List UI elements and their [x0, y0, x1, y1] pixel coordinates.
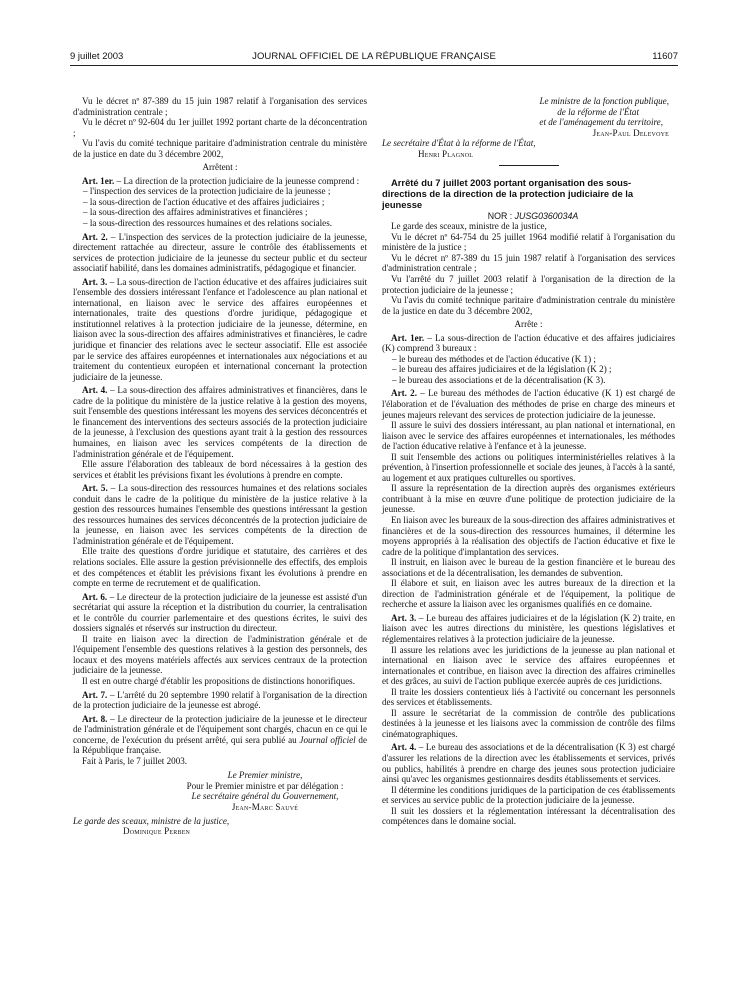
- left-art-3-text: – La sous-direction de l'action éducative et des affaires judiciaires suit l'ensemble des dossiers intéressant l'enfance et l'adolescence au plan national et international, en liaison avec le service des affaires européennes et internationales, traite des questions d'ordre juridique, pédagogique et institutionnel relatives à la protection judiciaire de la jeunesse, détermine, en liaison avec la sous-direction des affaires administratives et financières, le cadre juridique et financier des relations avec le secteur associatif. Elle est associée par le service des affaires européennes et internationales aux négociations et au traitement du contentieux européen et international concernant la protection judiciaire de la jeunesse.: [73, 276, 367, 382]
- list-item: – le bureau des méthodes et de l'action éducative (K 1) ;: [392, 354, 675, 365]
- sig-secretaire-etat-name: Henri Plagnol: [418, 148, 474, 159]
- right-art-3-text: – Le bureau des affaires judiciaires et de la législation (K 2) traite, en liaison avec les autres directions du ministère, les questions législatives et réglementaires relatives à la protection judiciaire de la jeunesse.: [382, 612, 675, 644]
- nor-line: [382, 211, 675, 222]
- left-art-6-head: Art. 6.: [82, 591, 108, 602]
- left-art-6-p2: Il traite en liaison avec la direction de l'administration générale et de l'équipement l'ensemble des questions relatives à la gestion des personnels, des locaux et des moyens matériels affectés aux services centraux de la protection judiciaire de la jeunesse.: [73, 633, 367, 676]
- sig-ministre-name: Jean-Paul Delevoye: [592, 127, 669, 138]
- sig-premier-ministre: Le Premier ministre,: [227, 770, 303, 781]
- left-art-2-head: Art. 2.: [82, 231, 108, 242]
- right-vu-3: Vu l'arrêté du 7 juillet 2003 relatif à l'organisation de la direction de la protection judiciaire de la jeunesse ;: [382, 273, 675, 295]
- arrete-title: Arrêté du 7 juillet 2003 portant organisation des sous-directions de la direction de la protection judiciaire de la jeunesse: [382, 177, 634, 210]
- right-art-3: [382, 613, 675, 645]
- left-art-6-text: – Le directeur de la protection judiciaire de la jeunesse est assisté d'un secrétariat qui assure la réception et la distribution du courrier, la centralisation et le contrôle du courrier parlementaire et des questions écrites, le suivi des dossiers signalés et réservés sur instruction du directeur.: [73, 591, 367, 634]
- right-art-2-p5: En liaison avec les bureaux de la sous-direction des affaires administratives et financières et de la sous-direction des ressources humaines, il détermine les moyens appropriés à la réalisation des objectifs de l'action éducative et fixe le cadre de la politique d'implantation des services.: [382, 514, 675, 557]
- left-art-5-head: Art. 5.: [82, 483, 108, 494]
- sig-garde-des-sceaux-name: Dominique Perben: [123, 826, 191, 837]
- right-art-1-list: [382, 354, 675, 386]
- list-item: – la sous-direction de l'action éducative et des affaires judiciaires ;: [83, 197, 367, 208]
- right-art-4-head: Art. 4.: [391, 742, 417, 753]
- right-art-2: [382, 388, 675, 420]
- list-item: – la sous-direction des affaires administratives et financières ;: [83, 207, 367, 218]
- left-art-4-head: Art. 4.: [82, 385, 108, 396]
- sig-secretaire-general: Le secrétaire général du Gouvernement,: [191, 791, 339, 802]
- left-art-1-list: [73, 186, 367, 228]
- sig-ministre-fonction-publique: Le ministre de la fonction publique,: [539, 96, 669, 106]
- right-column: [382, 96, 675, 827]
- left-art-5-p2: Elle traite des questions d'ordre juridique et statutaire, des carrières et des relations sociales. Elle assure la gestion prévisionnelle des effectifs, des emplois et des compétences et établit les prévisions fixant les évolutions à prendre en compte en terme de recrutement et de qualification.: [73, 546, 367, 589]
- right-art-2-p7: Il élabore et suit, en liaison avec les autres bureaux de la direction et la direction de l'administration générale et de l'équipement, la politique de recherche et assure la liaison avec les organismes qualifiés en ce domaine.: [382, 578, 675, 610]
- left-arrete: Arrêtent :: [202, 162, 238, 173]
- left-art-7: [73, 690, 367, 711]
- right-art-4-text: – Le bureau des associations et de la décentralisation (K 3) est chargé d'assurer les relations de la direction avec les établissements et services, privés ou publics, habilités à prendre en charge des jeunes sous protection judiciaire ainsi qu'avec les organismes gestionnaires desdits établissements et services.: [382, 742, 675, 785]
- left-vu-3: Vu l'avis du comité technique paritaire d'administration centrale du ministère de la justice en date du 3 décembre 2002,: [73, 138, 367, 159]
- left-signatures: [73, 770, 367, 836]
- right-art-4: [382, 742, 675, 784]
- right-art-2-p6: Il instruit, en liaison avec le bureau de la gestion financière et le bureau des associations et de la décentralisation, les demandes de subvention.: [382, 557, 675, 578]
- right-arrete: Arrête :: [514, 319, 543, 330]
- left-art-3-head: Art. 3.: [82, 276, 108, 287]
- left-art-4-p2: Elle assure l'élaboration des tableaux de bord nécessaires à la gestion des services et établit les prévisions fixant les évolutions à prendre en compte.: [73, 459, 367, 480]
- right-art-2-p3: Il suit l'ensemble des actions ou politiques interministérielles relatives à la prévention, à l'insertion professionnelle et sociale des jeunes, à l'accès à la santé, au logement et aux pratiques culturelles ou sportives.: [382, 451, 675, 483]
- right-art-3-p3: Il traite les dossiers contentieux liés à l'activité ou concernant les personnels des services et établissements.: [382, 686, 675, 708]
- right-art-4-p2: Il détermine les conditions juridiques de la participation de ces établissements et services au service public de la protection judiciaire de la jeunesse.: [382, 784, 675, 806]
- left-art-8-jo: Journal officiel: [299, 734, 356, 745]
- left-art-2: [73, 232, 367, 274]
- left-art-5-text: – La sous-direction des ressources humaines et des relations sociales conduit dans le cadre de la politique du ministère de la justice relative à la gestion des ressources humaines l'ensemble des questions intéressant la gestion des ressources humaines des services déconcentrés de la protection judiciaire de la jeunesse, en liaison avec les services compétents de la direction de l'administration générale et de l'équipement.: [73, 483, 368, 546]
- right-art-4-p3: Il suit les dossiers et la réglementation intéressant la décentralisation des compétences dans le domaine social.: [382, 805, 675, 827]
- left-vu-2: Vu le décret nº 92-604 du 1er juillet 1992 portant charte de la déconcentration ;: [73, 117, 367, 138]
- right-art-2-head: Art. 2.: [391, 388, 417, 399]
- left-art-6: [73, 592, 367, 634]
- section-divider: [499, 165, 559, 166]
- right-art-1-text: – La sous-direction de l'action éducative et des affaires judiciaires (K) comprend 3 bureaux :: [382, 332, 675, 354]
- right-art-1: [382, 333, 675, 354]
- left-art-1: [73, 176, 367, 187]
- sig-ministre-line-2: de la réforme de l'État: [557, 106, 639, 117]
- right-vu-1: Vu le décret nº 64-754 du 25 juillet 1964 modifié relatif à l'organisation du ministère de la justice ;: [382, 231, 675, 253]
- right-art-2-p2: Il assure le suivi des dossiers intéressant, au plan national et international, en liaison avec le service des affaires européennes et internationales, les méthodes de l'action éducative relative à l'enfance et à la jeunesse.: [382, 420, 675, 452]
- left-art-8: [73, 714, 367, 756]
- header-date: 9 juillet 2003: [70, 51, 124, 62]
- sig-delegation: Pour le Premier ministre et par délégation :: [186, 780, 344, 791]
- right-art-2-p4: Il assure la représentation de la direction auprès des organismes extérieurs contribuant à la mise en œuvre d'une politique de protection judiciaire de la jeunesse.: [382, 483, 675, 515]
- left-art-7-head: Art. 7.: [82, 689, 108, 700]
- left-art-4-text: – La sous-direction des affaires administratives et financières, dans le cadre de la politique du ministère de la justice relative à la gestion des moyens, suit l'ensemble des questions intéressant les moyens des services déconcentrés et le financement des interventions des secteurs associés de la protection judiciaire de la jeunesse, à l'exclusion des questions ayant trait à la gestion des ressources humaines, en liaison avec les services compétents de la direction de l'administration générale et de l'équipement.: [73, 385, 367, 459]
- right-art-1-head: Art. 1er.: [391, 332, 425, 343]
- left-art-8-head: Art. 8.: [82, 713, 108, 724]
- nor-code: JUSG0360034A: [514, 210, 579, 221]
- left-art-4: [73, 385, 367, 459]
- left-fait: Fait à Paris, le 7 juillet 2003.: [82, 755, 188, 766]
- left-vu-1: Vu le décret nº 87-389 du 15 juin 1987 relatif à l'organisation des services d'administration centrale ;: [73, 96, 367, 117]
- list-item: – la sous-direction des ressources humaines et des relations sociales.: [83, 218, 367, 229]
- right-intro: Le garde des sceaux, ministre de la justice,: [391, 221, 547, 232]
- left-art-7-text: – L'arrêté du 20 septembre 1990 relatif à l'organisation de la direction de la protection judiciaire de la jeunesse est abrogé.: [73, 689, 368, 711]
- left-art-2-text: – L'inspection des services de la protection judiciaire de la jeunesse, directement rattachée au directeur, assure le contrôle des établissements et services de protection judiciaire de la jeunesse du secteur public et du secteur associatif habilité, dans les domaines administratifs, pédagogique et financier.: [73, 231, 367, 274]
- sig-secretaire-general-name: Jean-Marc Sauvé: [231, 802, 299, 812]
- list-item: – l'inspection des services de la protection judiciaire de la jeunesse ;: [83, 186, 367, 197]
- sig-secretaire-etat: Le secrétaire d'État à la réforme de l'État,: [382, 138, 536, 149]
- sig-garde-des-sceaux: Le garde des sceaux, ministre de la justice,: [73, 815, 230, 826]
- page-header: [70, 51, 678, 65]
- list-item: – le bureau des associations et de la décentralisation (K 3).: [392, 375, 675, 386]
- left-art-3: [73, 277, 367, 382]
- left-art-8-text-a: – Le directeur de la protection judiciaire de la jeunesse et le directeur de l'administration générale et de l'équipement sont chargés, chacun en ce qui le concerne, de l'exécution du présent arrêté, qui sera publié au: [73, 713, 368, 745]
- left-art-5: [73, 483, 367, 546]
- left-art-1-head: Art. 1er.: [82, 175, 115, 186]
- left-art-8-text-b: de la République française.: [73, 734, 368, 756]
- right-vu-4: Vu l'avis du comité technique paritaire d'administration centrale du ministère de la justice en date du 3 décembre 2002,: [382, 295, 675, 316]
- nor-label: NOR :: [487, 210, 515, 221]
- page-number: 11607: [652, 51, 678, 62]
- left-art-6-p3: Il est en outre chargé d'établir les propositions de distinctions honorifiques.: [82, 675, 355, 686]
- journal-title: JOURNAL OFFICIEL DE LA RÉPUBLIQUE FRANÇAISE: [252, 51, 496, 62]
- right-art-2-text: – Le bureau des méthodes de l'action éducative (K 1) est chargé de l'élaboration et de l'évaluation des méthodes de prise en charge des mineurs et jeunes majeurs relevant des services de protection judiciaire de la jeunesse.: [382, 388, 676, 420]
- sig-ministre-line-3: et de l'aménagement du territoire,: [539, 117, 663, 128]
- right-art-3-p4: Il assure le secrétariat de la commission de contrôle des publications destinées à la jeunesse et les liaisons avec la commission de contrôle des films cinématographiques.: [382, 707, 675, 739]
- right-art-3-head: Art. 3.: [391, 612, 417, 623]
- right-signatures: [382, 96, 675, 159]
- list-item: – le bureau des affaires judiciaires et de la législation (K 2) ;: [392, 364, 675, 375]
- left-column: [73, 96, 367, 837]
- right-vu-2: Vu le décret nº 87-389 du 15 juin 1987 relatif à l'organisation des services d'administration centrale ;: [382, 252, 675, 274]
- left-art-1-text: – La direction de la protection judiciaire de la jeunesse comprend :: [114, 175, 360, 186]
- header-rule: [70, 65, 678, 66]
- right-art-3-p2: Il assure les relations avec les juridictions de la jeunesse au plan national et international en liaison avec le service des affaires européennes et internationales et contribue, en liaison avec la direction des affaires criminelles et des grâces, au suivi de l'action publique exercée auprès de ces juridictions.: [382, 644, 675, 687]
